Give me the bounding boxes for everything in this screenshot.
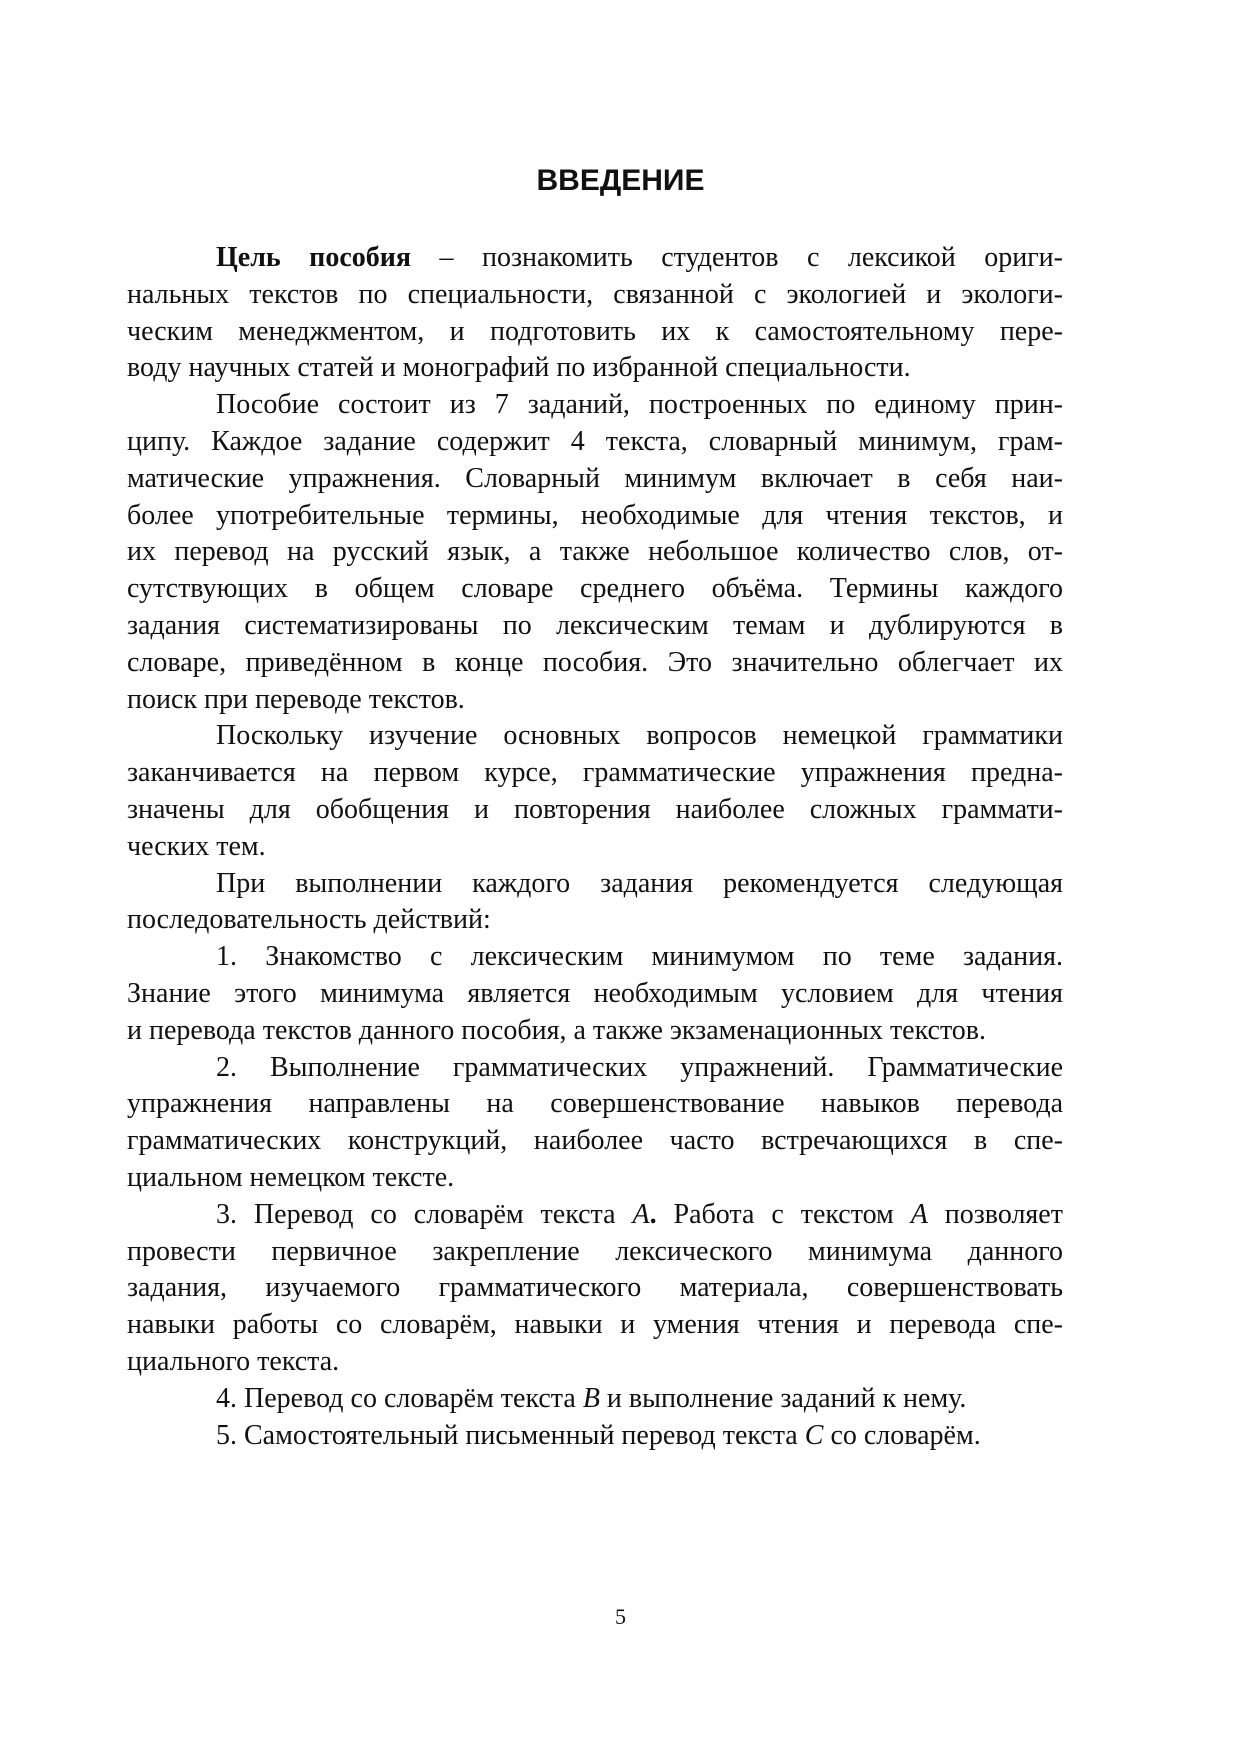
text-line: последовательность действий: xyxy=(127,904,491,936)
text-line: значены для обобщения и повторения наиболее сложных граммати- xyxy=(127,793,1063,825)
text-line: более употребительные термины, необходимые для чтения текстов, и xyxy=(127,499,1063,531)
text-line: Цель пособия – познакомить студентов с лексикой ориги- xyxy=(216,242,1063,273)
text-line: При выполнении каждого задания рекомендуется следующая xyxy=(216,867,1063,899)
text-line: упражнения направлены на совершенствование навыков перевода xyxy=(127,1088,1063,1120)
text-line: и перевода текстов данного пособия, а также экзаменационных текстов. xyxy=(127,1014,987,1046)
text-line: провести первичное закрепление лексического минимума данного xyxy=(127,1235,1063,1267)
text-line: заканчивается на первом курсе, грамматические упражнения предна- xyxy=(127,757,1063,789)
text-line: их перевод на русский язык, а также небольшое количество слов, от- xyxy=(127,536,1063,568)
text-line: ческим менеджментом, и подготовить их к самостоятельному пере- xyxy=(127,315,1063,347)
text-line: 3. Перевод со словарём текста А. Работа с текстом А позволяет xyxy=(216,1198,1063,1230)
text-line: циальном немецком тексте. xyxy=(127,1161,455,1193)
body-text xyxy=(127,240,1063,1454)
text-line: Знание этого минимума является необходимым условием для чтения xyxy=(127,977,1063,1009)
page-number: 5 xyxy=(615,1604,626,1629)
text-line: Пособие состоит из 7 заданий, построенных по единому прин- xyxy=(216,389,1063,421)
text-line: 2. Выполнение грамматических упражнений. Грамматические xyxy=(216,1051,1063,1083)
text-line: матические упражнения. Словарный минимум включает в себя наи- xyxy=(127,462,1063,494)
text-line: 1. Знакомство с лексическим минимумом по теме задания. xyxy=(216,941,1063,973)
text-line: нальных текстов по специальности, связанной с экологией и экологи- xyxy=(127,278,1063,310)
text-line: 4. Перевод со словарём текста B и выполнение заданий к нему. xyxy=(216,1382,967,1414)
text-line: Поскольку изучение основных вопросов немецкой грамматики xyxy=(216,720,1063,752)
text-line: грамматических конструкций, наиболее часто встречающихся в спе- xyxy=(127,1125,1063,1157)
text-line: ципу. Каждое задание содержит 4 текста, словарный минимум, грам- xyxy=(127,425,1063,457)
text-line: 5. Самостоятельный письменный перевод текста С со словарём. xyxy=(216,1419,981,1451)
text-line: ческих тем. xyxy=(127,830,266,862)
text-line: задания систематизированы по лексическим темам и дублируются в xyxy=(127,609,1063,641)
text-line: воду научных статей и монографий по избранной специальности. xyxy=(127,352,911,384)
text-line: навыки работы со словарём, навыки и умения чтения и перевода спе- xyxy=(127,1309,1063,1341)
text-line: поиск при переводе текстов. xyxy=(127,683,465,715)
page-title: ВВЕДЕНИЕ xyxy=(536,164,705,197)
text-line: словаре, приведённом в конце пособия. Это значительно облегчает их xyxy=(127,646,1063,678)
text-line: задания, изучаемого грамматического материала, совершенствовать xyxy=(127,1272,1063,1304)
text-line: сутствующих в общем словаре среднего объёма. Термины каждого xyxy=(127,573,1063,605)
text-line: циального текста. xyxy=(127,1345,340,1377)
